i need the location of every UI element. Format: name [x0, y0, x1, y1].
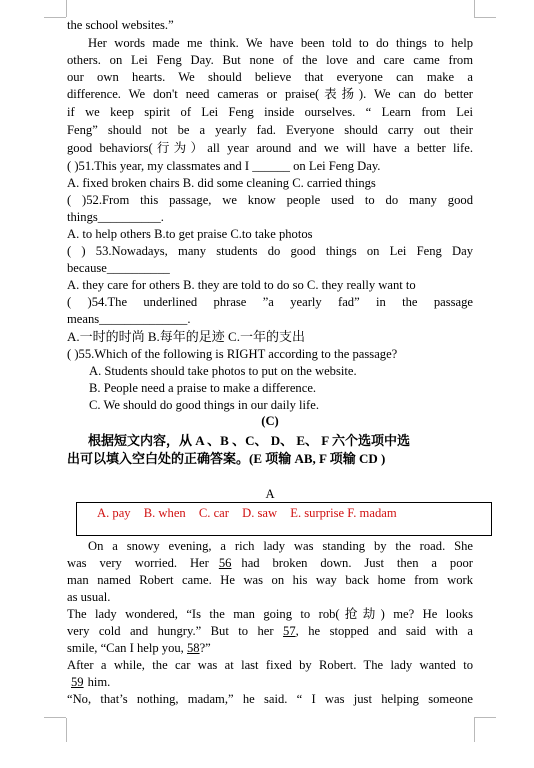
story-line: as usual. [67, 590, 111, 604]
story-line: 59 him. [67, 675, 473, 690]
passage-line: good behaviors(行为）all year around and we will have a better life. [67, 141, 473, 155]
story-line: On a snowy evening, a rich lady was standing by the road. She [88, 539, 473, 553]
options-row [97, 506, 407, 521]
box-title: A [265, 487, 275, 501]
story-line: smile, “Can I help you, 58?” [67, 641, 211, 655]
option-e-f: E. surprise F. madam [290, 506, 397, 520]
passage-line: difference. We don't need cameras or praise(表扬). We can do better [67, 87, 473, 101]
crop-mark-top-right-v [474, 0, 475, 17]
section-label: (C) [261, 414, 279, 428]
passage-line: the school websites.” [67, 18, 174, 32]
passage-line: if we keep spirit of Lei Feng inside ourselves. “ Learn from Lei [67, 105, 473, 119]
question-55-option-a: A. Students should take photos to put on the website. [89, 364, 357, 378]
story-line: “No, that’s nothing, madam,” he said. “ I was just helping someone [67, 692, 473, 706]
question-53: ( ) 53.Nowadays, many students do good things on Lei Feng Day [67, 244, 473, 258]
crop-mark-bottom-left-v [66, 718, 67, 742]
question-52: ( )52.From this passage, we know people used to do many good [67, 193, 473, 207]
option-b: B. when [143, 506, 186, 520]
passage-line: others. on Lei Feng Day. But none of the love and care came from [67, 53, 473, 67]
crop-mark-bottom-left-h [44, 717, 66, 718]
story-line: was very worried. Her 56 had broken down. Just then a poor [67, 556, 473, 570]
crop-mark-bottom-right-h [474, 717, 496, 718]
crop-mark-top-left-v [66, 0, 67, 17]
option-d: D. saw [242, 506, 278, 520]
question-51-options: A. fixed broken chairs B. did some cleaning C. carried things [67, 176, 376, 190]
story-line: After a while, the car was at last fixed by Robert. The lady wanted to [67, 658, 473, 672]
question-52-cont: things__________. [67, 210, 164, 224]
option-a: A. pay [97, 506, 131, 520]
question-55: ( )55.Which of the following is RIGHT according to the passage? [67, 347, 398, 361]
question-55-option-c: C. We should do good things in our daily life. [89, 398, 319, 412]
question-55-option-b: B. People need a praise to make a difference. [89, 381, 317, 395]
question-54-options: A.一时的时尚 B.每年的足迹 C.一年的支出 [67, 329, 305, 344]
question-53-cont: because__________ [67, 261, 170, 275]
passage-line: our own hearts. We should believe that everyone can make a [67, 70, 473, 84]
blank-59: 59 [71, 675, 84, 689]
crop-mark-bottom-right-v [474, 718, 475, 742]
crop-mark-top-right-h [474, 17, 496, 18]
blank-57: 57 [283, 624, 296, 638]
passage-line: Her words made me think. We have been told to do things to help [88, 36, 473, 50]
passage-line: Feng” should not be a yearly fad. Everyone should carry out their [67, 123, 473, 137]
story-line: The lady wondered, “Is the man going to rob(抢劫) me? He looks [67, 607, 473, 621]
blank-58: 58 [186, 641, 200, 655]
question-51: ( )51.This year, my classmates and I ______ on Lei Feng Day. [67, 159, 381, 173]
instruction-line-2: 出可以填入空白处的正确答案。(E 项输 AB, F 项输 CD ) [67, 451, 386, 466]
question-52-options: A. to help others B.to get praise C.to take photos [67, 227, 313, 241]
question-54: ( )54.The underlined phrase ”a yearly fad” in the passage [67, 295, 473, 309]
story-line: very cold and hungry.” But to her 57, he stopped and said with a [67, 624, 473, 638]
crop-mark-top-left-h [44, 17, 66, 18]
option-c: C. car [198, 506, 229, 520]
question-53-options: A. they care for others B. they are told to do so C. they really want to [67, 278, 416, 292]
blank-56: 56 [218, 556, 232, 570]
instruction-line-1: 根据短文内容，从 A 、B 、C、 D、 E、 F 六个选项中选 [88, 433, 410, 448]
story-line: man named Robert came. He was on his way back home from work [67, 573, 473, 587]
question-54-cont: means______________. [67, 312, 191, 326]
